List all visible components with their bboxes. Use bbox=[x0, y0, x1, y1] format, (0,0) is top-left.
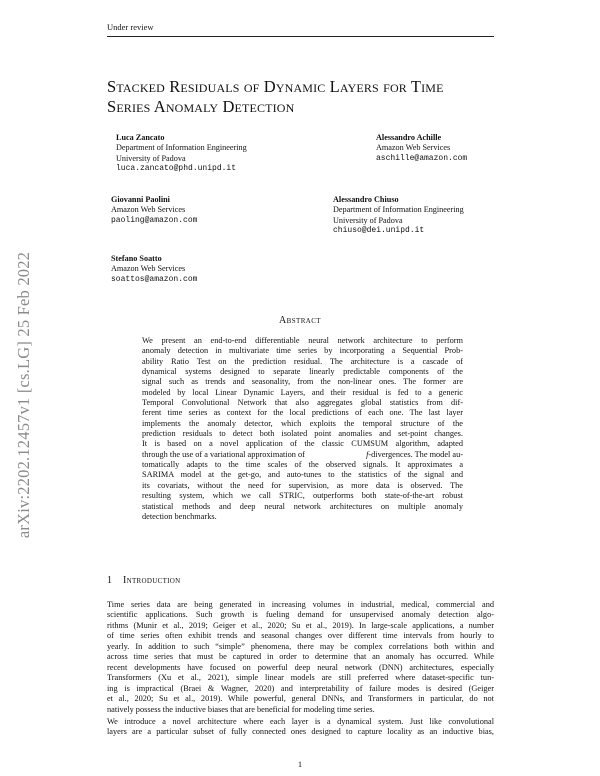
author-name: Alessandro Chiuso bbox=[333, 195, 399, 204]
abstract-line: prediction residuals to detect both isolated point anomalies and set-point changes. bbox=[142, 429, 463, 439]
body-line: Time series data are being generated in increasing volumes in industrial, medical, commercial and bbox=[107, 600, 494, 609]
page-number: 1 bbox=[297, 759, 303, 769]
author-name: Stefano Soatto bbox=[111, 254, 162, 263]
abstract-line: its covariats, without the need for supervision, as more data is observed. The bbox=[142, 480, 463, 490]
abstract-body bbox=[142, 336, 463, 522]
abstract-line-with-symbol bbox=[142, 450, 463, 460]
author-email[interactable]: aschille@amazon.com bbox=[376, 153, 468, 163]
author-email[interactable]: soattos@amazon.com bbox=[111, 274, 198, 284]
author-affiliation: University of Padova bbox=[333, 215, 403, 225]
abstract-line: signal such as trends and seasonality, from the non-linear ones. The former are bbox=[142, 377, 463, 387]
section-number: 1 bbox=[107, 575, 113, 586]
abstract-line: dynamical systems designed to separate linearly predictable components of the bbox=[142, 367, 463, 377]
abstract-line: It is based on a novel application of the classic CUMSUM algorithm, adapted bbox=[142, 439, 463, 449]
body-line: yearly. In addition to such “simple” phenomena, there may be complex correlations both within and bbox=[107, 641, 494, 651]
abstract-line: We present an end-to-end differentiable neural network architecture to perform bbox=[142, 336, 463, 345]
body-line: across time series that must be captured in order to determine that an anomaly has occurred. While bbox=[107, 652, 494, 662]
author-email[interactable]: paoling@amazon.com bbox=[111, 215, 198, 225]
author-name: Alessandro Achille bbox=[376, 133, 442, 142]
abstract-line: modeled by local Linear Dynamic Layers, and their residual is fed to a generic bbox=[142, 387, 463, 397]
author-email[interactable]: luca.zancato@phd.unipd.it bbox=[116, 164, 237, 174]
title-line-1: Stacked Residuals of Dynamic Layers for Time bbox=[107, 77, 444, 96]
body-line: Transformers (Xu et al., 2021), simple linear models are still preferred where dataset-specific tun- bbox=[107, 673, 494, 683]
author-name: Giovanni Paolini bbox=[111, 195, 170, 204]
abstract-line: implements the anomaly detector, which exploits the temporal structure of the bbox=[142, 418, 463, 428]
abstract-line: detection benchmarks. bbox=[142, 511, 217, 521]
section-title: Introduction bbox=[123, 575, 181, 586]
arxiv-stamp bbox=[6, 205, 42, 585]
author-name: Luca Zancato bbox=[116, 133, 165, 142]
abstract-line: ability Ratio Test on the prediction residual. The architecture is a cascade of bbox=[142, 356, 463, 366]
abstract-line: ferent time series as context for the local predictions of each one. The last layer bbox=[142, 408, 463, 418]
running-header: Under review bbox=[107, 22, 154, 32]
intro-paragraph-1 bbox=[107, 600, 494, 715]
body-line: scientific applications. Such growth is fueling demand for unsupervised anomaly detection algo- bbox=[107, 610, 494, 620]
abstract-line: tomatically adapts to the time scales of the observed signals. It approximates a bbox=[142, 460, 463, 470]
paper-title bbox=[107, 77, 502, 117]
abstract-line: Temporal Convolutional Network that also aggregates global statistics from dif- bbox=[142, 398, 463, 408]
f-divergence-symbol: f bbox=[366, 449, 369, 459]
abstract-line: through the use of a variational approximation of bbox=[142, 449, 305, 459]
author-affiliation: Department of Information Engineering bbox=[333, 205, 464, 215]
abstract-line: resulting system, which we call STRIC, outperforms both state-of-the-art robust bbox=[142, 491, 463, 501]
arxiv-stamp-text: arXiv:2202.12457v1 [cs.LG] 25 Feb 2022 bbox=[14, 251, 34, 539]
header-rule bbox=[107, 36, 494, 37]
author-affiliation: University of Padova bbox=[116, 153, 186, 163]
body-line: recent developments have focused on powerful deep neural network (DNN) architectures, especially bbox=[107, 662, 494, 672]
body-line: et al., 2020; Su et al., 2019). While powerful, general DNNs, and Transformers in particular, do not bbox=[107, 694, 494, 704]
author-affiliation: Amazon Web Services bbox=[111, 205, 186, 215]
body-line: natively possess the inductive biases that are beneficial for modeling time series. bbox=[107, 704, 375, 714]
body-line: We introduce a novel architecture where each layer is a dynamical system. Just like convolutional bbox=[107, 717, 494, 726]
abstract-line-tail: f-divergences. The model au- bbox=[366, 449, 463, 459]
intro-paragraph-2 bbox=[107, 717, 494, 738]
body-line: layers are a particular subset of fully connected ones designed to capture locality as an inductive bias, bbox=[107, 727, 494, 737]
author-block-chiuso bbox=[333, 195, 464, 237]
author-block-achille bbox=[376, 133, 467, 164]
body-line: rithms (Munir et al., 2019; Geiger et al., 2020; Su et al., 2019). In large-scale applications, a number bbox=[107, 620, 494, 630]
author-block-soatto bbox=[111, 254, 197, 285]
author-email[interactable]: chiuso@dei.unipd.it bbox=[333, 226, 425, 236]
author-affiliation: Amazon Web Services bbox=[111, 264, 186, 274]
author-block-paolini bbox=[111, 195, 197, 226]
author-affiliation: Department of Information Engineering bbox=[116, 143, 247, 153]
abstract-line: statistical methods and deep neural network architectures on multiple anomaly bbox=[142, 501, 463, 511]
abstract-line: SARIMA model at the get-go, and auto-tunes to the statistics of the signal and bbox=[142, 470, 463, 480]
author-block-zancato bbox=[116, 133, 247, 175]
abstract-line: anomaly detection in multivariate time series by incorporating a Sequential Prob- bbox=[142, 346, 463, 356]
body-line: ing is impractical (Braei & Wagner, 2020) and interpretability of failure modes is desired (Geiger bbox=[107, 683, 494, 693]
title-line-2: Series Anomaly Detection bbox=[107, 97, 295, 116]
abstract-heading: Abstract bbox=[279, 315, 321, 326]
section-heading-introduction bbox=[107, 575, 180, 586]
body-line: of time series often exhibit trends and seasonal changes over different time intervals from hourly to bbox=[107, 631, 494, 641]
author-affiliation: Amazon Web Services bbox=[376, 143, 451, 153]
